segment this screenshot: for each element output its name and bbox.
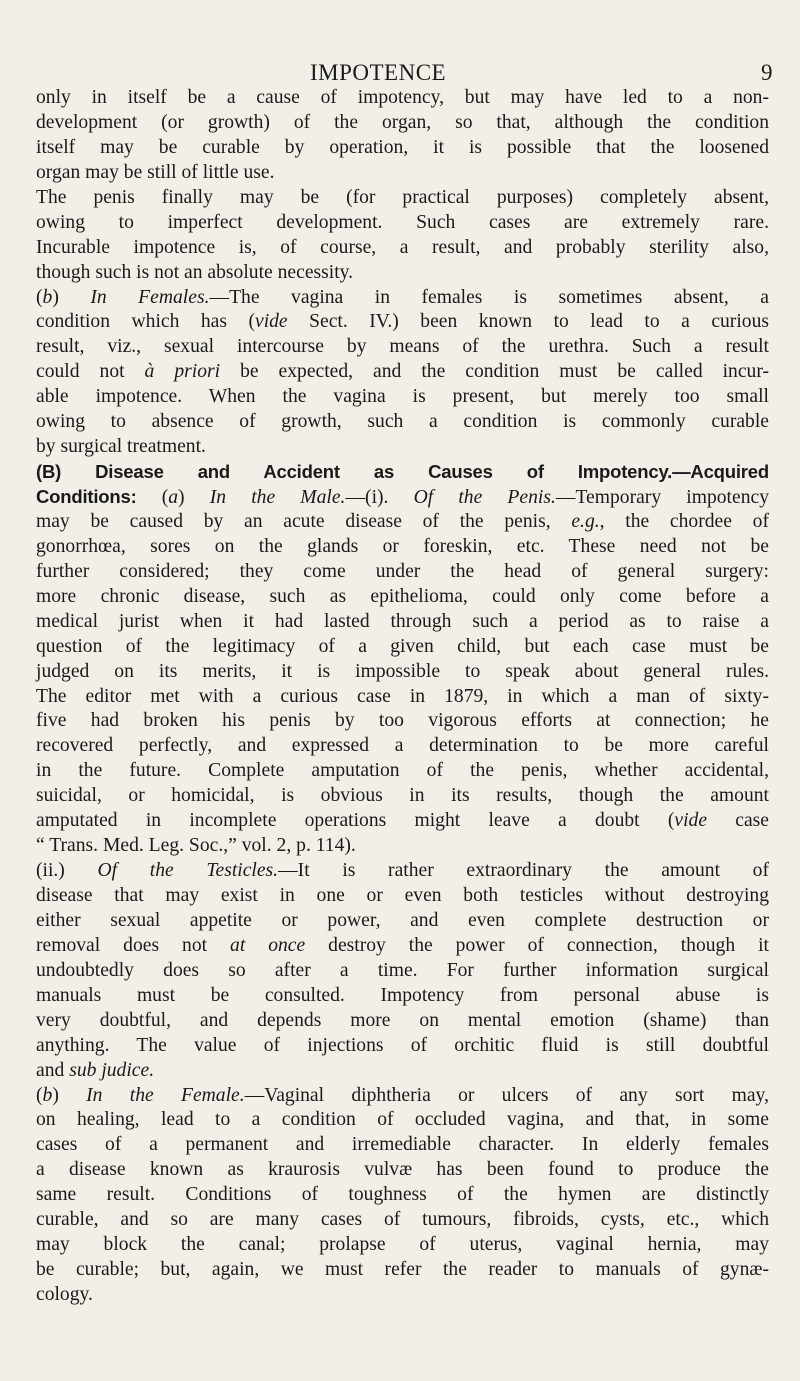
text-run: The penis finally may be (for practical purposes) completely absent, [36,186,769,208]
text-run: may be caused by an acute disease of the penis, [36,510,572,532]
text-line [36,136,769,161]
text-run: anything. The value of injections of orchitic fluid is still doubtful [36,1034,769,1056]
text-run: Sect. IV.) been known to lead to a curious [287,311,769,333]
text-line [36,934,769,959]
text-line [36,809,769,834]
text-run: ( [36,1084,43,1106]
text-run: curable, and so are many cases of tumours, fibroids, cysts, etc., which [36,1209,769,1231]
text-line [36,685,769,710]
text-run: may block the canal; prolapse of uterus, vaginal hernia, may [36,1234,769,1256]
italic-run: b [42,286,53,308]
text-line [36,510,769,535]
text-line [36,310,769,335]
text-line [36,286,769,311]
text-run: Incurable impotence is, of course, a result, and probably sterility also, [36,236,769,258]
text-run: owing to imperfect development. Such cases are extremely rare. [36,211,769,233]
text-line [36,610,769,635]
text-line [36,759,769,784]
text-run: able impotence. When the vagina is present, but merely too small [36,386,769,408]
text-line [36,1084,769,1109]
text-run: further considered; they come under the head of general surgery: [36,560,769,582]
text-line [36,909,769,934]
text-line [36,984,769,1009]
text-line [36,859,769,884]
text-run: destroy the power of connection, though it [305,934,769,956]
text-line [36,161,769,186]
text-line [36,410,769,435]
text-line [36,1133,769,1158]
text-run: either sexual appetite or power, and even complete destruction or [36,909,769,931]
text-line [36,959,769,984]
text-line [36,460,769,485]
text-run: —The vagina in females is sometimes absent, a [209,286,769,308]
italic-run: In the Male. [209,487,346,508]
text-line [36,1258,769,1283]
italic-run: b [42,1084,53,1106]
text-run: condition which has ( [36,311,255,333]
text-line [36,1108,769,1133]
text-run: by surgical treatment. [36,436,206,458]
text-line [36,1158,769,1183]
italic-run: vide [674,810,708,832]
text-run: development (or growth) of the organ, so that, although the condition [36,111,769,133]
section-heading-run: (B) Disease and Accident as Causes of Impotency.—Acquired [36,461,769,483]
text-run: amputated in incomplete operations might leave a doubt ( [36,810,675,832]
text-run: disease that may exist in one or even both testicles without destroying [36,885,769,906]
text-line [36,111,769,136]
text-line [36,560,769,585]
text-run: cology. [36,1284,93,1305]
text-run: (ii.) [36,860,98,882]
text-run: same result. Conditions of toughness of the hymen are distinctly [36,1184,769,1206]
text-run: be curable; but, again, we must refer the reader to manuals of gynæ- [36,1259,769,1281]
text-line [36,585,769,610]
text-line [36,186,769,211]
italic-run: Of the Penis. [413,487,556,508]
text-run: , the chordee of [599,510,769,532]
text-line [36,236,769,261]
text-line [36,1208,769,1233]
text-line [36,1283,769,1308]
text-run: judged on its merits, it is impossible to speak about general rules. [36,660,769,682]
running-head [0,58,800,88]
italic-run: vide [255,311,288,333]
text-run: on healing, lead to a condition of occluded vagina, and that, in some [36,1109,769,1131]
body-text [36,86,769,1308]
text-line [36,1009,769,1034]
text-line [36,1034,769,1059]
text-run: itself may be curable by operation, it is possible that the loosened [36,136,769,158]
text-line [36,1059,769,1084]
text-run: question of the legitimacy of a given child, but each case must be [36,635,769,657]
text-line [36,385,769,410]
text-run: “ Trans. Med. Leg. Soc.,” vol. 2, p. 114). [36,835,356,857]
text-line [36,784,769,809]
text-run: could not [36,361,145,383]
text-run: organ may be still of little use. [36,161,275,183]
text-run: case [707,810,769,832]
text-run: suicidal, or homicidal, is obvious in its results, though the amount [36,785,769,807]
italic-run: sub judice. [69,1059,155,1081]
text-line [36,1233,769,1258]
text-run: only in itself be a cause of impotency, but may have led to a non- [36,87,769,108]
text-run: owing to absence of growth, such a condition is commonly curable [36,411,769,433]
text-run: very doubtful, and depends more on mental emotion (shame) than [36,1009,769,1031]
text-line [36,1183,769,1208]
text-run: be expected, and the condition must be called incur- [220,361,769,383]
running-head-title: IMPOTENCE [310,60,447,85]
text-line [36,485,769,510]
text-run: undoubtedly does so after a time. For further information surgical [36,959,769,981]
text-run: result, viz., sexual intercourse by means of the urethra. Such a result [36,336,769,358]
section-heading-run: Conditions: [36,486,137,507]
text-run: —(i). [345,487,414,508]
italic-run: a [168,487,179,508]
text-run: ( [36,286,43,308]
text-line [36,734,769,759]
text-run: medical jurist when it had lasted through such a period as to raise a [36,610,769,632]
italic-run: In Females. [90,286,210,308]
text-run: —Vaginal diphtheria or ulcers of any sort may, [244,1084,769,1106]
italic-run: e.g. [571,510,600,532]
text-run: in the future. Complete amputation of the penis, whether accidental, [36,760,769,782]
text-run: cases of a permanent and irremediable character. In elderly females [36,1134,769,1156]
text-run: more chronic disease, such as epithelioma, could only come before a [36,585,769,607]
italic-run: à priori [144,361,221,383]
text-line [36,834,769,859]
text-run: —It is rather extraordinary the amount of [278,860,770,882]
text-line [36,635,769,660]
text-run: and [36,1059,70,1081]
text-run: five had broken his penis by too vigorous efforts at connection; he [36,710,769,732]
text-run: —Temporary impotency [555,487,769,508]
text-run: removal does not [36,934,231,956]
text-run: though such is not an absolute necessity. [36,261,354,283]
text-run: gonorrhœa, sores on the glands or foreskin, etc. These need not be [36,535,769,557]
text-line [36,360,769,385]
text-line [36,211,769,236]
text-run: ) [52,286,91,308]
text-run: recovered perfectly, and expressed a determination to be more careful [36,735,769,757]
page-number: 9 [761,60,773,85]
text-line [36,535,769,560]
text-line [36,86,769,111]
text-line [36,261,769,286]
italic-run: at once [230,934,306,956]
italic-run: Of the Testicles. [97,860,279,882]
text-line [36,884,769,909]
text-line [36,709,769,734]
text-line [36,335,769,360]
text-run: ) [178,487,210,508]
italic-run: In the Female. [86,1084,245,1106]
text-run: ( [136,487,169,508]
text-run: manuals must be consulted. Impotency from personal abuse is [36,984,769,1006]
text-run: ) [52,1084,87,1106]
text-run: The editor met with a curious case in 1879, in which a man of sixty- [36,685,769,707]
text-run: a disease known as kraurosis vulvæ has been found to produce the [36,1159,769,1181]
text-line [36,435,769,460]
text-line [36,660,769,685]
